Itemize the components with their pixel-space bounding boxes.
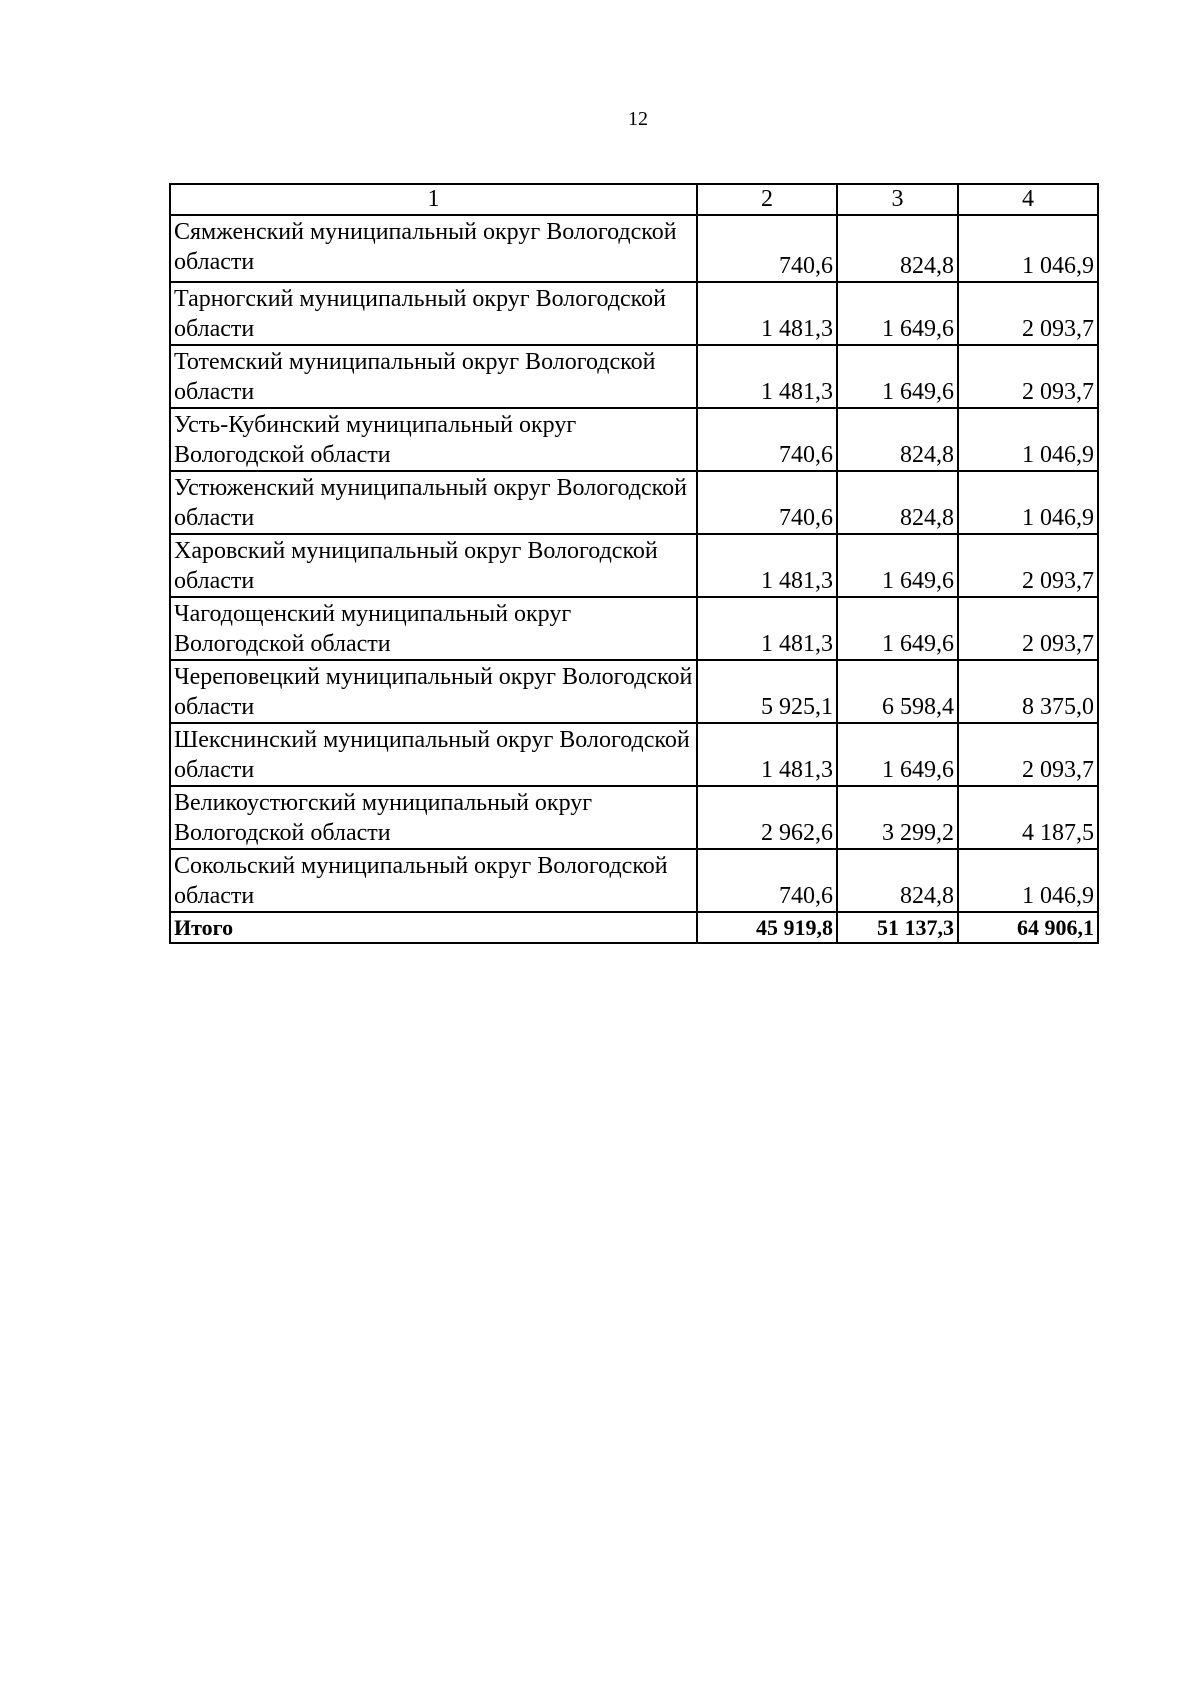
value-col-4: 1 046,9 [958, 215, 1098, 282]
value-col-3: 824,8 [837, 215, 958, 282]
total-col-3: 51 137,3 [837, 912, 958, 943]
table-row [170, 215, 1098, 282]
value-col-3: 6 598,4 [837, 660, 958, 723]
value-col-3: 824,8 [837, 471, 958, 534]
table-row [170, 660, 1098, 723]
value-col-2: 740,6 [697, 849, 837, 912]
table-row [170, 282, 1098, 345]
allocation-table [169, 183, 1099, 944]
table-row [170, 534, 1098, 597]
value-col-3: 1 649,6 [837, 723, 958, 786]
table-row [170, 345, 1098, 408]
value-col-3: 824,8 [837, 408, 958, 471]
district-name: Тарногский муниципальный округ Вологодской области [170, 282, 697, 345]
district-name: Сокольский муниципальный округ Вологодской области [170, 849, 697, 912]
column-header: 3 [837, 184, 958, 215]
value-col-4: 4 187,5 [958, 786, 1098, 849]
district-name: Череповецкий муниципальный округ Вологодской области [170, 660, 697, 723]
table-header-row [170, 184, 1098, 215]
column-header: 2 [697, 184, 837, 215]
value-col-4: 2 093,7 [958, 723, 1098, 786]
column-header: 1 [170, 184, 697, 215]
district-name: Чагодощенский муниципальный округ Вологодской области [170, 597, 697, 660]
district-name: Усть-Кубинский муниципальный округ Вологодской области [170, 408, 697, 471]
value-col-2: 5 925,1 [697, 660, 837, 723]
district-name: Устюженский муниципальный округ Вологодской области [170, 471, 697, 534]
table-row [170, 849, 1098, 912]
table-row [170, 723, 1098, 786]
total-label: Итого [170, 912, 697, 943]
value-col-4: 8 375,0 [958, 660, 1098, 723]
table-row [170, 597, 1098, 660]
table-row [170, 408, 1098, 471]
district-name: Харовский муниципальный округ Вологодской области [170, 534, 697, 597]
value-col-4: 2 093,7 [958, 597, 1098, 660]
value-col-2: 740,6 [697, 471, 837, 534]
value-col-4: 2 093,7 [958, 345, 1098, 408]
value-col-2: 1 481,3 [697, 534, 837, 597]
value-col-3: 1 649,6 [837, 534, 958, 597]
value-col-3: 1 649,6 [837, 282, 958, 345]
value-col-2: 1 481,3 [697, 282, 837, 345]
value-col-4: 1 046,9 [958, 408, 1098, 471]
value-col-2: 1 481,3 [697, 597, 837, 660]
value-col-4: 1 046,9 [958, 471, 1098, 534]
value-col-4: 1 046,9 [958, 849, 1098, 912]
value-col-2: 740,6 [697, 408, 837, 471]
total-col-4: 64 906,1 [958, 912, 1098, 943]
table-row [170, 786, 1098, 849]
value-col-2: 740,6 [697, 215, 837, 282]
value-col-4: 2 093,7 [958, 282, 1098, 345]
district-name: Великоустюгский муниципальный округ Вологодской области [170, 786, 697, 849]
value-col-3: 3 299,2 [837, 786, 958, 849]
page-number: 12 [628, 108, 648, 130]
column-header: 4 [958, 184, 1098, 215]
district-name: Сямженский муниципальный округ Вологодской области [170, 215, 697, 282]
value-col-4: 2 093,7 [958, 534, 1098, 597]
value-col-2: 2 962,6 [697, 786, 837, 849]
value-col-3: 1 649,6 [837, 345, 958, 408]
total-col-2: 45 919,8 [697, 912, 837, 943]
table-row [170, 471, 1098, 534]
value-col-3: 1 649,6 [837, 597, 958, 660]
district-name: Тотемский муниципальный округ Вологодской области [170, 345, 697, 408]
district-name: Шекснинский муниципальный округ Вологодской области [170, 723, 697, 786]
value-col-3: 824,8 [837, 849, 958, 912]
table-total-row [170, 912, 1098, 943]
value-col-2: 1 481,3 [697, 345, 837, 408]
value-col-2: 1 481,3 [697, 723, 837, 786]
